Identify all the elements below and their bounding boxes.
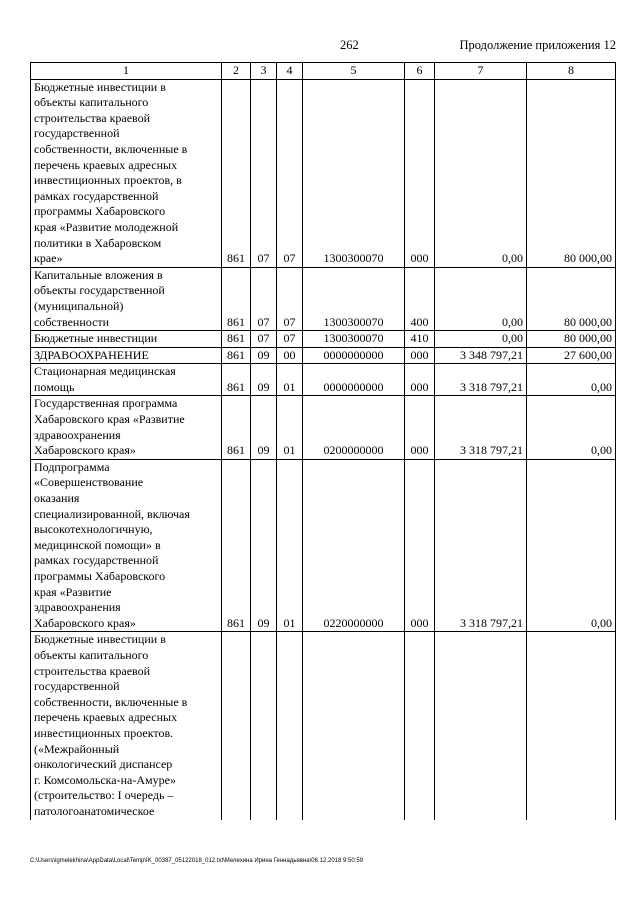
amount-col-7: 0,00 [435, 267, 527, 330]
expense-type-code: 000 [405, 79, 435, 267]
target-article-code: 1300300070 [303, 331, 405, 348]
description-line: Бюджетные инвестиции в [34, 632, 166, 647]
column-header: 7 [435, 63, 527, 80]
target-article-code: 0220000000 [303, 459, 405, 632]
section-code: 07 [251, 267, 277, 330]
amount-col-8: 80 000,00 [527, 331, 616, 348]
description-line: рамках государственной [34, 188, 159, 203]
amount-col-8: 80 000,00 [527, 79, 616, 267]
column-header: 4 [277, 63, 303, 80]
target-article-code: 1300300070 [303, 267, 405, 330]
description-line: строительства краевой [34, 110, 151, 125]
amount-col-8: 27 600,00 [527, 347, 616, 364]
target-article-code: 0200000000 [303, 396, 405, 459]
table-header-row [31, 63, 616, 80]
row-description [31, 632, 222, 820]
page-number: 262 [340, 38, 359, 52]
column-header: 8 [527, 63, 616, 80]
description-line: г. Комсомольска-на-Амуре» [34, 772, 176, 787]
amount-col-8: 0,00 [527, 459, 616, 632]
table-body [31, 79, 616, 819]
description-line: собственности, включенные в [34, 694, 188, 709]
description-line: перечень краевых адресных [34, 157, 178, 172]
amount-col-8: 0,00 [527, 364, 616, 396]
description-line: Стационарная медицинская [34, 364, 176, 379]
continuation-title: Продолжение приложения 12 [459, 38, 616, 52]
description-line: здравоохранения [34, 427, 121, 442]
admin-code: 861 [222, 396, 251, 459]
description-line: собственности [34, 314, 110, 329]
amount-col-7: 0,00 [435, 331, 527, 348]
description-line: патологоанатомическое [34, 803, 155, 818]
description-line: программы Хабаровского [34, 569, 166, 583]
admin-code: 861 [222, 267, 251, 330]
subsection-code: 07 [277, 79, 303, 267]
admin-code [222, 632, 251, 820]
description-line: онкологический диспансер [34, 757, 173, 772]
column-header: 6 [405, 63, 435, 80]
expense-type-code: 000 [405, 459, 435, 632]
subsection-code: 07 [277, 267, 303, 330]
description-line: политики в Хабаровском [34, 235, 162, 250]
budget-table [30, 62, 616, 820]
description-line: ЗДРАВООХРАНЕНИЕ [34, 347, 149, 362]
subsection-code [277, 632, 303, 820]
description-line: объекты капитального [34, 95, 149, 110]
description-line: Государственная программа [34, 396, 178, 411]
description-line: рамках государственной [34, 553, 159, 568]
description-line: государственной [34, 126, 120, 141]
admin-code: 861 [222, 364, 251, 396]
amount-col-7 [435, 632, 527, 820]
target-article-code: 1300300070 [303, 79, 405, 267]
table-row [31, 364, 616, 396]
table-row [31, 396, 616, 459]
description-line: Подпрограмма [34, 459, 110, 474]
expense-type-code [405, 632, 435, 820]
file-path-footer: C:\Users\igmelekhina\AppData\Local\Temp\IK_00387_05122018_012.txt\Мелехина Ирина Геннадьевна\06.12.2018 9:50:59 [30, 858, 364, 864]
row-description [31, 396, 222, 459]
amount-col-7: 3 348 797,21 [435, 347, 527, 364]
section-code: 09 [251, 347, 277, 364]
column-header: 2 [222, 63, 251, 80]
description-line: Хабаровского края «Развитие [34, 412, 185, 427]
amount-col-8 [527, 632, 616, 820]
description-line: оказания [34, 491, 80, 506]
description-line: края «Развитие молодежной [34, 219, 179, 234]
amount-col-8: 0,00 [527, 396, 616, 459]
column-header: 5 [303, 63, 405, 80]
subsection-code: 01 [277, 396, 303, 459]
section-code: 09 [251, 364, 277, 396]
row-description [31, 79, 222, 267]
section-code: 09 [251, 459, 277, 632]
row-description [31, 364, 222, 396]
expense-type-code: 000 [405, 347, 435, 364]
target-article-code: 0000000000 [303, 347, 405, 364]
amount-col-7: 3 318 797,21 [435, 459, 527, 632]
expense-type-code: 410 [405, 331, 435, 348]
table-row [31, 459, 616, 632]
description-line: перечень краевых адресных [34, 710, 178, 725]
description-line: государственной [34, 679, 120, 694]
amount-col-7: 3 318 797,21 [435, 364, 527, 396]
description-line: собственности, включенные в [34, 141, 188, 156]
description-line: объекты государственной [34, 283, 165, 298]
target-article-code [303, 632, 405, 820]
description-line: (строительство: I очередь – [34, 788, 174, 803]
description-line: объекты капитального [34, 647, 149, 662]
description-line: крае» [34, 251, 63, 266]
amount-col-7: 3 318 797,21 [435, 396, 527, 459]
table-row [31, 632, 616, 820]
subsection-code: 00 [277, 347, 303, 364]
description-line: медицинской помощи» в [34, 537, 161, 552]
table-row [31, 79, 616, 267]
description-line: здравоохранения [34, 600, 121, 615]
section-code: 07 [251, 331, 277, 348]
description-line: Бюджетные инвестиции в [34, 79, 166, 94]
row-description [31, 347, 222, 364]
target-article-code: 0000000000 [303, 364, 405, 396]
row-description [31, 267, 222, 330]
description-line: Капитальные вложения в [34, 267, 163, 282]
description-line: (муниципальной) [34, 298, 124, 313]
admin-code: 861 [222, 347, 251, 364]
description-line: Бюджетные инвестиции [34, 331, 158, 346]
amount-col-7: 0,00 [435, 79, 527, 267]
admin-code: 861 [222, 459, 251, 632]
table-row [31, 347, 616, 364]
subsection-code: 01 [277, 364, 303, 396]
row-description [31, 459, 222, 632]
description-line: высокотехнологичную, [34, 522, 153, 537]
description-line: специализированной, включая [34, 506, 190, 521]
expense-type-code: 000 [405, 364, 435, 396]
description-line: инвестиционных проектов, в [34, 173, 182, 188]
section-code: 07 [251, 79, 277, 267]
column-header: 3 [251, 63, 277, 80]
description-line: «Совершенствование [34, 475, 144, 490]
admin-code: 861 [222, 331, 251, 348]
row-description [31, 331, 222, 348]
amount-col-8: 80 000,00 [527, 267, 616, 330]
description-line: края «Развитие [34, 584, 112, 599]
section-code: 09 [251, 396, 277, 459]
description-line: строительства краевой [34, 663, 151, 678]
description-line: помощь [34, 379, 75, 394]
description-line: программы Хабаровского [34, 204, 166, 219]
admin-code: 861 [222, 79, 251, 267]
table-row [31, 331, 616, 348]
subsection-code: 01 [277, 459, 303, 632]
description-line: Хабаровского края» [34, 615, 136, 630]
description-line: («Межрайонный [34, 741, 120, 756]
subsection-code: 07 [277, 331, 303, 348]
table-row [31, 267, 616, 330]
description-line: инвестиционных проектов. [34, 725, 174, 740]
section-code [251, 632, 277, 820]
expense-type-code: 400 [405, 267, 435, 330]
expense-type-code: 000 [405, 396, 435, 459]
description-line: Хабаровского края» [34, 443, 136, 458]
column-header: 1 [31, 63, 222, 80]
